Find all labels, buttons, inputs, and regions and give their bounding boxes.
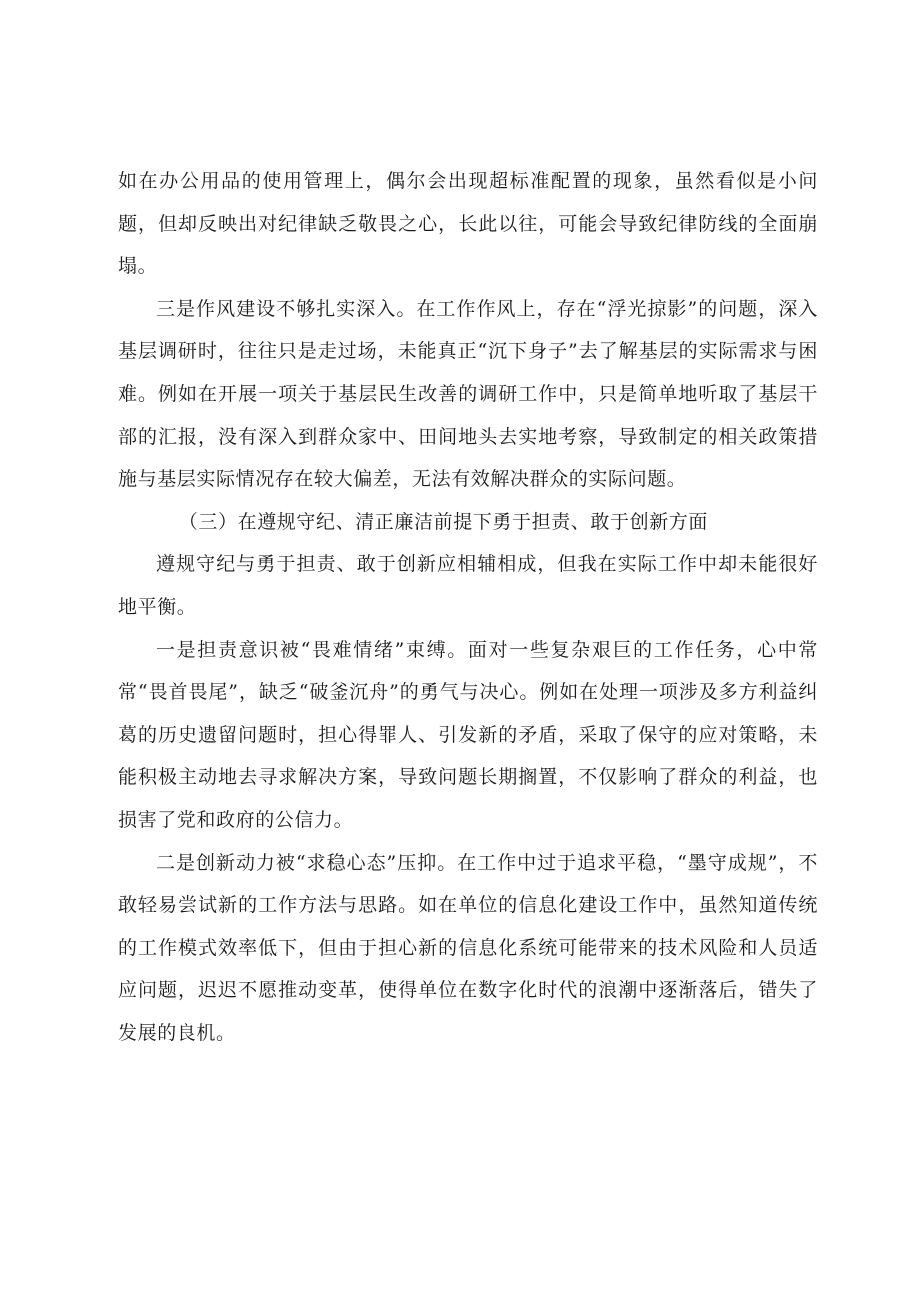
paragraph-work-style: 三是作风建设不够扎实深入。在工作作风上，存在“浮光掠影”的问题，深入基层调研时，往往只是走过场，未能真正“沉下身子”去了解基层的实际需求与困难。例如在开展一项关于基层民生改善的调研工作中，只是简单地听取了基层干部的汇报，没有深入到群众家中、田间地头去实地考察，导致制定的相关政策措施与基层实际情况存在较大偏差，无法有效解决群众的实际问题。 [118, 297, 818, 491]
paragraph-continuation: 如在办公用品的使用管理上，偶尔会出现超标准配置的现象，虽然看似是小问题，但却反映出对纪律缺乏敬畏之心，长此以往，可能会导致纪律防线的全面崩塌。 [118, 170, 818, 278]
document-body [118, 160, 818, 1054]
paragraph-innovation: 二是创新动力被“求稳心态”压抑。在工作中过于追求平稳，“墨守成规”，不敢轻易尝试新的工作方法与思路。如在单位的信息化建设工作中，虽然知道传统的工作模式效率低下，但由于担心新的信息化系统可能带来的技术风险和人员适应问题，迟迟不愿推动变革，使得单位在数字化时代的浪潮中逐渐落后，错失了发展的良机。 [118, 851, 818, 1044]
paragraph-responsibility: 一是担责意识被“畏难情绪”束缚。面对一些复杂艰巨的工作任务，心中常常“畏首畏尾”，缺乏“破釜沉舟”的勇气与决心。例如在处理一项涉及多方利益纠葛的历史遗留问题时，担心得罪人、引发新的矛盾，采取了保守的应对策略，未能积极主动地去寻求解决方案，导致问题长期搁置，不仅影响了群众的利益，也损害了党和政府的公信力。 [118, 638, 818, 831]
section-heading-three: （三）在遵规守纪、清正廉洁前提下勇于担责、敢于创新方面 [178, 510, 708, 533]
paragraph-balance-intro: 遵规守纪与勇于担责、敢于创新应相辅相成，但我在实际工作中却未能很好地平衡。 [118, 553, 818, 618]
